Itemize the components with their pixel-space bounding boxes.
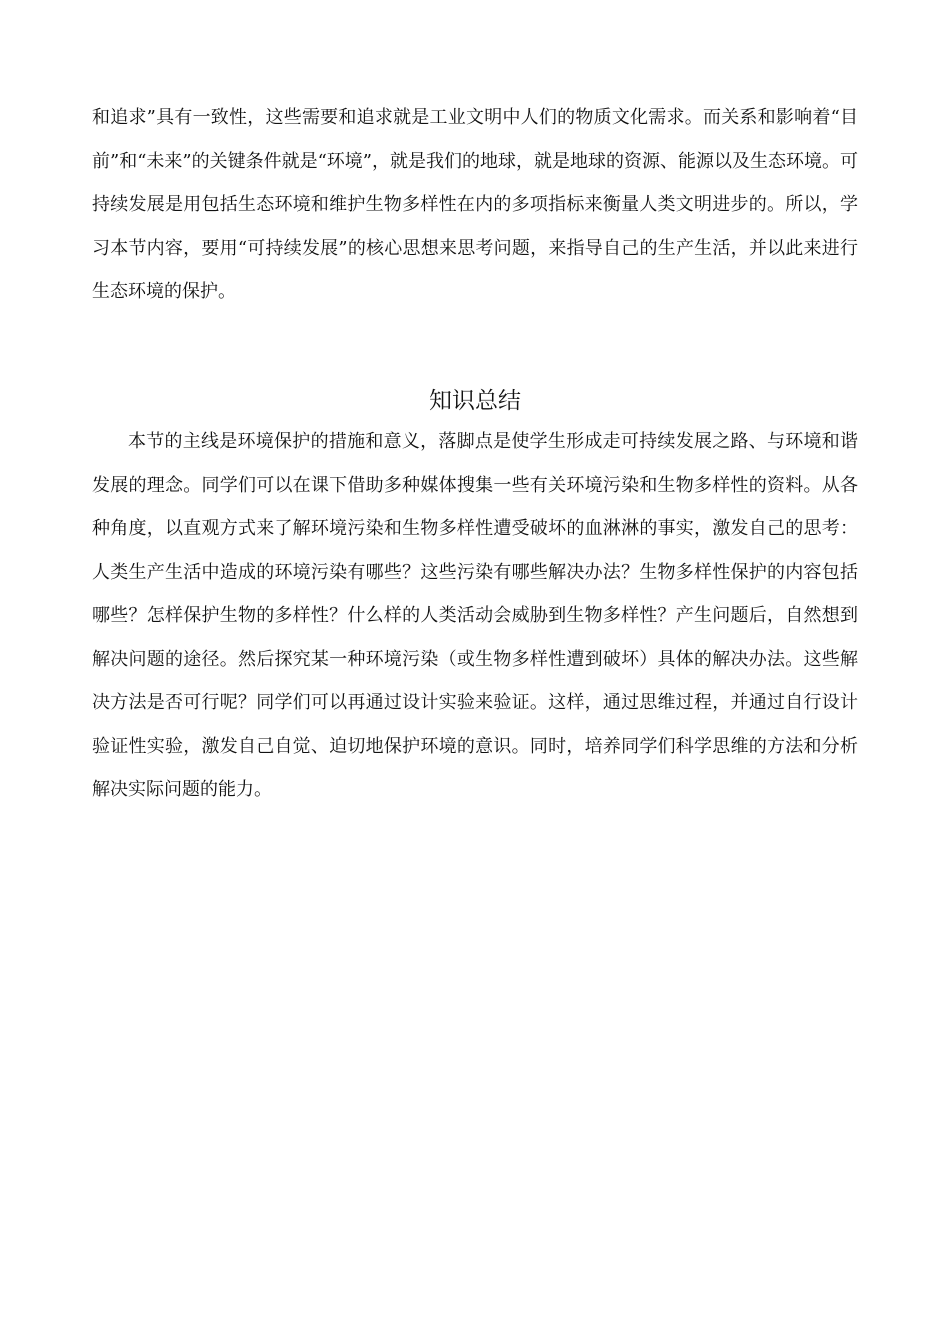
document-page: [92, 96, 859, 800]
summary-paragraph: 本节的主线是环境保护的措施和意义，落脚点是使学生形成走可持续发展之路、与环境和谐发展的理念。同学们可以在课下借助多种媒体搜集一些有关环境污染和生物多样性的资料。从各种角度，以直观方式来了解环境污染和生物多样性遭受破坏的血淋淋的事实，激发自己的思考：人类生产生活中造成的环境污染有哪些？这些污染有哪些解决办法？生物多样性保护的内容包括哪些？怎样保护生物的多样性？什么样的人类活动会威胁到生物多样性？产生问题后，自然想到解决问题的途径。然后探究某一种环境污染（或生物多样性遭到破坏）具体的解决办法。这些解决方法是否可行呢？同学们可以再通过设计实验来验证。这样，通过思维过程，并通过自行设计验证性实验，激发自己自觉、迫切地保护环境的意识。同时，培养同学们科学思维的方法和分析解决实际问题的能力。: [92, 431, 858, 800]
intro-paragraph: 和追求”具有一致性，这些需要和追求就是工业文明中人们的物质文化需求。而关系和影响着“目前”和“未来”的关键条件就是“环境”，就是我们的地球，就是地球的资源、能源以及生态环境。可持续发展是用包括生态环境和维护生物多样性在内的多项指标来衡量人类文明进步的。所以，学习本节内容，要用“可持续发展”的核心思想来思考问题，来指导自己的生产生活，并以此来进行生态环境的保护。: [92, 107, 859, 302]
summary-section: [92, 420, 858, 812]
section-title: 知识总结: [429, 388, 521, 414]
